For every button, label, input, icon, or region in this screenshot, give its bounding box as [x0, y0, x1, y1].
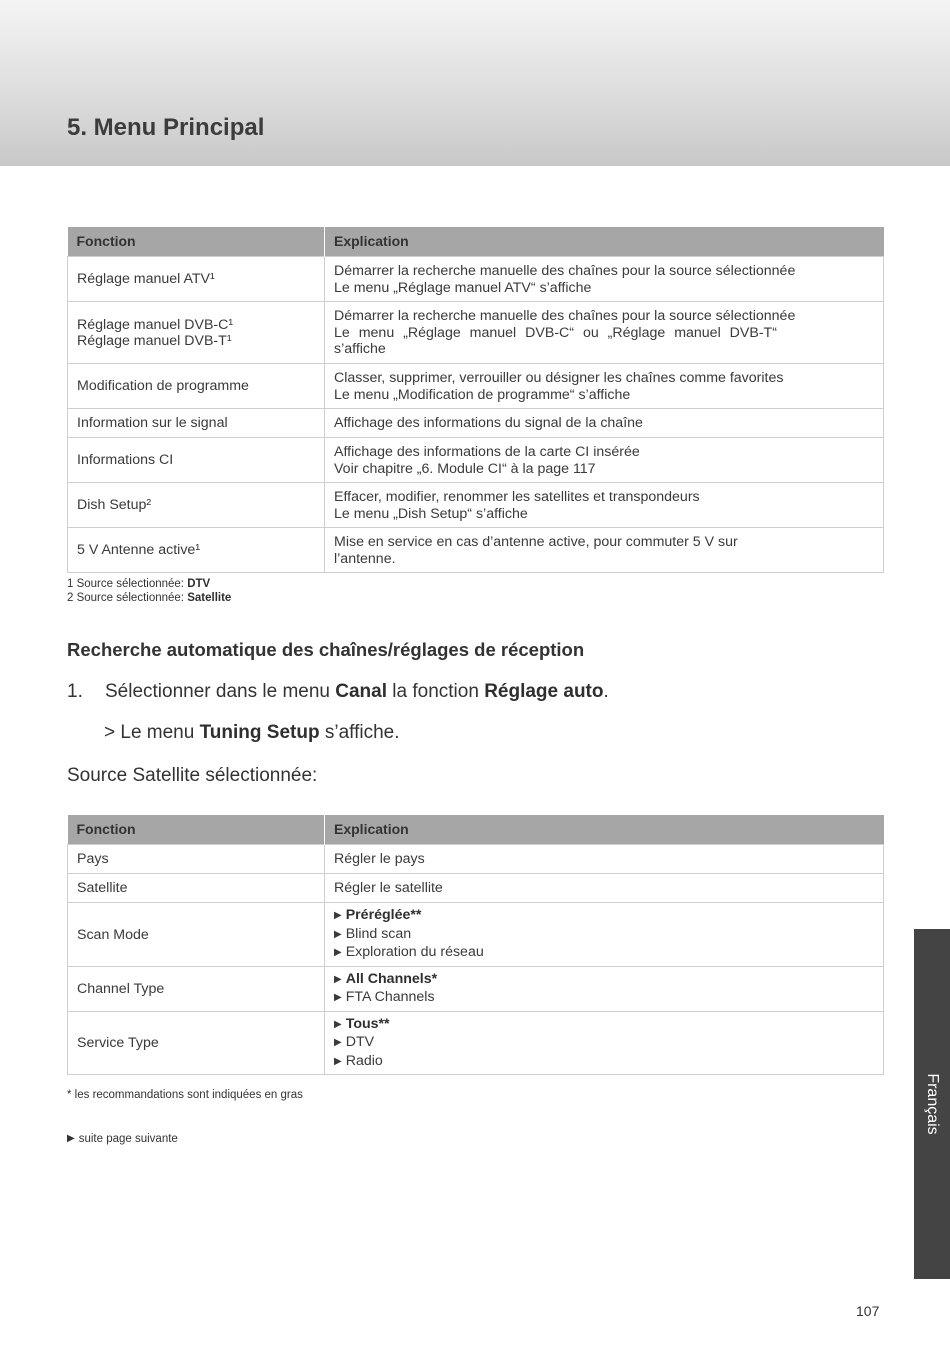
- option-label: Blind scan: [345, 925, 412, 942]
- triangle-right-icon: ▶: [334, 992, 342, 1003]
- footnotes: [67, 577, 231, 605]
- explanation-cell: Régler le pays: [325, 845, 884, 874]
- explanation-line: Démarrer la recherche manuelle des chaînes pour la source sélectionnée: [334, 308, 796, 325]
- option-item: [334, 944, 874, 963]
- option-item: [334, 926, 874, 945]
- function-name: Réglage auto: [484, 681, 604, 702]
- explanation-cell: [325, 302, 884, 364]
- explanation-line: Voir chapitre „6. Module CI“ à la page 117: [334, 460, 596, 477]
- function-cell: [68, 483, 325, 528]
- option-label: Préréglée**: [345, 907, 422, 923]
- explanation-cell: [325, 903, 884, 967]
- function-cell: Channel Type: [68, 966, 325, 1011]
- table-row: [68, 438, 884, 483]
- option-label: DTV: [345, 1034, 375, 1050]
- footnote: [67, 577, 231, 591]
- footnote-text: 1 Source sélectionnée:: [67, 578, 188, 590]
- explanation-line: Démarrer la recherche manuelle des chaînes pour la source sélectionnée: [334, 263, 796, 279]
- triangle-right-icon: ▶: [334, 1055, 342, 1067]
- function-table-manual: [67, 227, 884, 573]
- option-item: [334, 989, 874, 1008]
- function-cell: [68, 528, 325, 573]
- triangle-right-icon: ▶: [334, 947, 342, 958]
- table-row: [68, 364, 884, 409]
- explanation-cell: [325, 966, 884, 1011]
- function-cell: [68, 438, 325, 483]
- explanation-line: Le menu „Réglage manuel ATV“ s’affiche: [334, 279, 592, 296]
- explanation-line: Affichage des informations de la carte CI insérée: [334, 444, 640, 460]
- explanation-cell: [325, 483, 884, 528]
- triangle-right-icon: ▶: [334, 973, 342, 985]
- function-label: Informations CI: [77, 452, 174, 469]
- column-header-explication: Explication: [325, 815, 884, 845]
- explanation-line: Affichage des informations du signal de la chaîne: [334, 415, 643, 432]
- option-label: All Channels*: [345, 970, 438, 987]
- function-cell: [68, 409, 325, 438]
- footnote: [67, 591, 231, 605]
- result-text: s’affiche.: [319, 722, 400, 743]
- table-row: [68, 528, 884, 573]
- function-label: Modification de programme: [77, 378, 249, 395]
- triangle-right-icon: ▶: [334, 1018, 342, 1030]
- step-result: [104, 722, 399, 744]
- menu-name: Tuning Setup: [199, 722, 320, 743]
- language-label: Français: [924, 1073, 941, 1135]
- table-header-row: [68, 227, 884, 257]
- menu-name: Canal: [335, 681, 388, 702]
- triangle-right-icon: ▶: [334, 928, 342, 940]
- function-cell: [68, 257, 325, 302]
- function-cell: Scan Mode: [68, 903, 325, 967]
- explanation-cell: [325, 257, 884, 302]
- function-table-satellite: [67, 815, 884, 1075]
- result-text: > Le menu: [104, 722, 200, 743]
- table-row: [68, 409, 884, 438]
- table-row: [68, 874, 884, 903]
- explanation-cell: [325, 1011, 884, 1075]
- triangle-right-icon: ▶: [334, 910, 342, 921]
- explanation-cell: [325, 409, 884, 438]
- explanation-cell: [325, 364, 884, 409]
- function-cell: Service Type: [68, 1011, 325, 1075]
- explanation-cell: Régler le satellite: [325, 874, 884, 903]
- function-cell: Satellite: [68, 874, 325, 903]
- footnote-value: DTV: [187, 578, 211, 590]
- function-label: Information sur le signal: [77, 415, 228, 432]
- function-cell: [68, 302, 325, 364]
- step-text: Sélectionner dans le menu: [105, 681, 336, 702]
- explanation-line: Mise en service en cas d’antenne active, pour commuter 5 V sur: [334, 534, 738, 550]
- continued-note: [67, 1133, 178, 1145]
- page-title: 5. Menu Principal: [67, 114, 265, 141]
- explanation-line: Le menu „Réglage manuel DVB-C“ ou „Réglage manuel DVB-T“: [334, 324, 777, 341]
- explanation-line: Le menu „Dish Setup“ s’affiche: [334, 505, 528, 522]
- explanation-line: Classer, supprimer, verrouiller ou désigner les chaînes comme favorites: [334, 370, 784, 386]
- footnote-value: Satellite: [187, 592, 232, 604]
- triangle-right-icon: ▶: [334, 1037, 342, 1048]
- section-heading: Recherche automatique des chaînes/réglages de réception: [67, 639, 585, 660]
- table-row: [68, 966, 884, 1011]
- option-item: [334, 1016, 874, 1035]
- option-item: [334, 1034, 874, 1053]
- function-label: Réglage manuel ATV¹: [77, 271, 215, 288]
- function-cell: Pays: [68, 845, 325, 874]
- table-row: [68, 257, 884, 302]
- instruction-step: [67, 681, 609, 703]
- option-item: [334, 907, 874, 926]
- function-cell: [68, 364, 325, 409]
- option-item: [334, 971, 874, 990]
- table-row: [68, 1011, 884, 1075]
- triangle-right-icon: ▶: [67, 1133, 75, 1144]
- function-label: 5 V Antenne active¹: [77, 542, 201, 559]
- column-header-explication: Explication: [325, 227, 884, 257]
- column-header-fonction: Fonction: [68, 815, 325, 845]
- table-row: [68, 903, 884, 967]
- explanation-line: Effacer, modifier, renommer les satellites et transpondeurs: [334, 489, 700, 505]
- column-header-fonction: Fonction: [68, 227, 325, 257]
- table-row: [68, 302, 884, 364]
- explanation-line: Le menu „Modification de programme“ s’affiche: [334, 386, 631, 403]
- explanation-cell: [325, 438, 884, 483]
- table-row: [68, 845, 884, 874]
- option-label: Tous**: [345, 1015, 390, 1032]
- continued-text: suite page suivante: [78, 1133, 178, 1145]
- recommendation-note: * les recommandations sont indiquées en gras: [67, 1089, 303, 1101]
- option-item: [334, 1053, 874, 1072]
- source-label: Source Satellite sélectionnée:: [67, 765, 318, 786]
- table-row: [68, 483, 884, 528]
- option-label: Radio: [345, 1052, 383, 1069]
- function-label: Dish Setup²: [77, 497, 152, 514]
- option-label: Exploration du réseau: [345, 944, 484, 960]
- function-label: Réglage manuel DVB-C¹: [77, 316, 234, 333]
- footnote-text: 2 Source sélectionnée:: [67, 592, 188, 604]
- table-header-row: [68, 815, 884, 845]
- step-text: la fonction: [387, 681, 485, 702]
- page-number: 107: [856, 1303, 880, 1319]
- option-label: FTA Channels: [345, 989, 435, 1005]
- explanation-line: s’affiche: [334, 341, 386, 358]
- step-number: 1.: [67, 681, 83, 702]
- explanation-cell: [325, 528, 884, 573]
- explanation-line: l’antenne.: [334, 550, 396, 567]
- step-text: .: [603, 681, 609, 702]
- function-label: Réglage manuel DVB-T¹: [77, 333, 232, 349]
